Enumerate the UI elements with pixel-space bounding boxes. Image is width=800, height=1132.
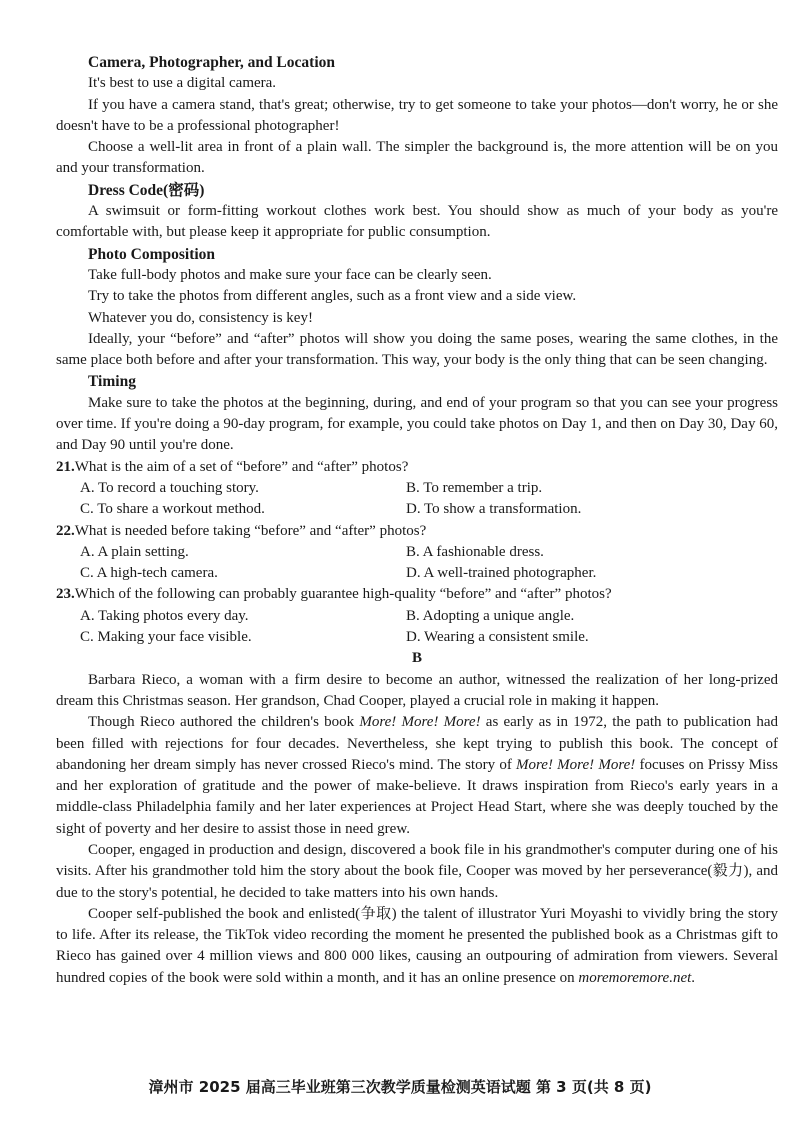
timing-paragraph: Make sure to take the photos at the beginning, during, and end of your program so that you can see your progress over time. If you're doing a 90-day program, for example, you could take photos on Day 1, and then on Day 30, Day 60, and Day 90 until you're done. — [56, 394, 778, 454]
book-title: More! More! More! — [516, 756, 636, 773]
dress-code-heading: Dress Code(密码) — [88, 181, 205, 199]
camera-paragraph-3: Choose a well-lit area in front of a plain wall. The simpler the background is, the more attention will be on you and your transformation. — [56, 139, 778, 177]
option-b[interactable]: B. A fashionable dress. — [406, 543, 544, 560]
camera-paragraph-2: If you have a camera stand, that's great; otherwise, try to get someone to take your photos—don't worry, he or she doesn't have to be a professional photographer! — [56, 96, 778, 134]
paragraph-text: . — [691, 969, 696, 986]
question-text: What is needed before taking “before” and “after” photos? — [74, 522, 427, 539]
question-text: Which of the following can probably guarantee high-quality “before” and “after” photos? — [74, 586, 612, 603]
passage-b-paragraph-4 — [56, 904, 778, 989]
question-21 — [56, 457, 778, 478]
page-content — [56, 52, 778, 989]
camera-heading: Camera, Photographer, and Location — [88, 54, 335, 71]
question-number: 23. — [56, 586, 75, 603]
paragraph-text: Though Rieco authored the children's book — [88, 714, 360, 731]
option-d[interactable]: D. A well-trained photographer. — [406, 565, 597, 582]
composition-paragraph-2: Try to take the photos from different angles, such as a front view and a side view. — [88, 288, 577, 305]
question-text: What is the aim of a set of “before” and “after” photos? — [74, 458, 409, 475]
section-b-label: B — [411, 650, 422, 667]
passage-b-paragraph-3: Cooper, engaged in production and design, discovered a book file in his grandmother's computer during one of his visits. After his grandmother told him the story about the book file, Cooper was moved by her perseverance(毅力), and due to the story's potential, he decided to take matters into his own hands. — [56, 841, 778, 901]
dress-code-paragraph: A swimsuit or form-fitting workout clothes work best. You should show as much of your body as you're comfortable with, but please keep it appropriate for public consumption. — [56, 203, 778, 241]
option-c[interactable]: C. A high-tech camera. — [80, 565, 218, 582]
option-b[interactable]: B. Adopting a unique angle. — [406, 607, 575, 624]
question-22-options — [80, 542, 778, 585]
option-d[interactable]: D. Wearing a consistent smile. — [406, 629, 589, 646]
option-c[interactable]: C. Making your face visible. — [80, 629, 252, 646]
question-number: 22. — [56, 522, 75, 539]
question-number: 21. — [56, 458, 75, 475]
option-c[interactable]: C. To share a workout method. — [80, 501, 265, 518]
question-23 — [56, 584, 778, 605]
timing-heading: Timing — [88, 373, 136, 391]
book-title: More! More! More! — [359, 714, 481, 731]
passage-b-paragraph-2 — [56, 712, 778, 840]
option-a[interactable]: A. A plain setting. — [80, 543, 189, 560]
paragraph-text: as early as in 1972, the path to publication had been filled with rejections for four decades. Nevertheless, she kept trying to publish this book. The concept of abandoning her dream simply has never crossed Rieco's mind. The story of — [56, 714, 778, 773]
paragraph-text: Cooper self-published the book and enlisted(争取) the talent of illustrator Yuri Moyashi to vividly bring the story to life. After its release, the TikTok video recording the moment he presented the published book as a Christmas gift to Rieco has gained over 4 million views and 800 000 likes, causing an outpouring of admiration from viewers. Several hundred copies of the book were sold within a month, and it has an online presence on — [56, 905, 778, 986]
question-22 — [56, 521, 778, 542]
website-link: moremoremore.net — [578, 969, 692, 986]
question-21-options — [80, 478, 778, 521]
page-footer: 漳州市 2025 届高三毕业班第三次教学质量检测英语试题 第 3 页(共 8 页) — [148, 1078, 652, 1096]
option-a[interactable]: A. Taking photos every day. — [80, 607, 249, 624]
composition-paragraph-1: Take full-body photos and make sure your face can be clearly seen. — [88, 266, 492, 283]
composition-paragraph-4: Ideally, your “before” and “after” photos will show you doing the same poses, wearing the same clothes, in the same place both before and after your transformation. This way, your body is the only thing that can be seen changing. — [56, 330, 778, 369]
question-23-options — [80, 606, 778, 649]
composition-paragraph-3: Whatever you do, consistency is key! — [88, 309, 313, 326]
camera-paragraph-1: It's best to use a digital camera. — [88, 75, 277, 92]
option-b[interactable]: B. To remember a trip. — [406, 479, 543, 496]
passage-b-paragraph-1: Barbara Rieco, a woman with a firm desire to become an author, witnessed the realization of her long-prized dream this Christmas season. Her grandson, Chad Cooper, played a crucial role in making it happen. — [56, 671, 778, 709]
option-a[interactable]: A. To record a touching story. — [80, 479, 259, 496]
composition-heading: Photo Composition — [88, 245, 216, 263]
paragraph-text: focuses on Prissy Miss and her exploration of gratitude and the power of make-believe. It draws inspiration from Rieco's early years in a middle-class Philadelphia family and her later experiences at Project Head Start, where she was deeply touched by the sight of poverty and her desire to assist those in need grew. — [56, 756, 778, 837]
option-d[interactable]: D. To show a transformation. — [406, 501, 582, 518]
